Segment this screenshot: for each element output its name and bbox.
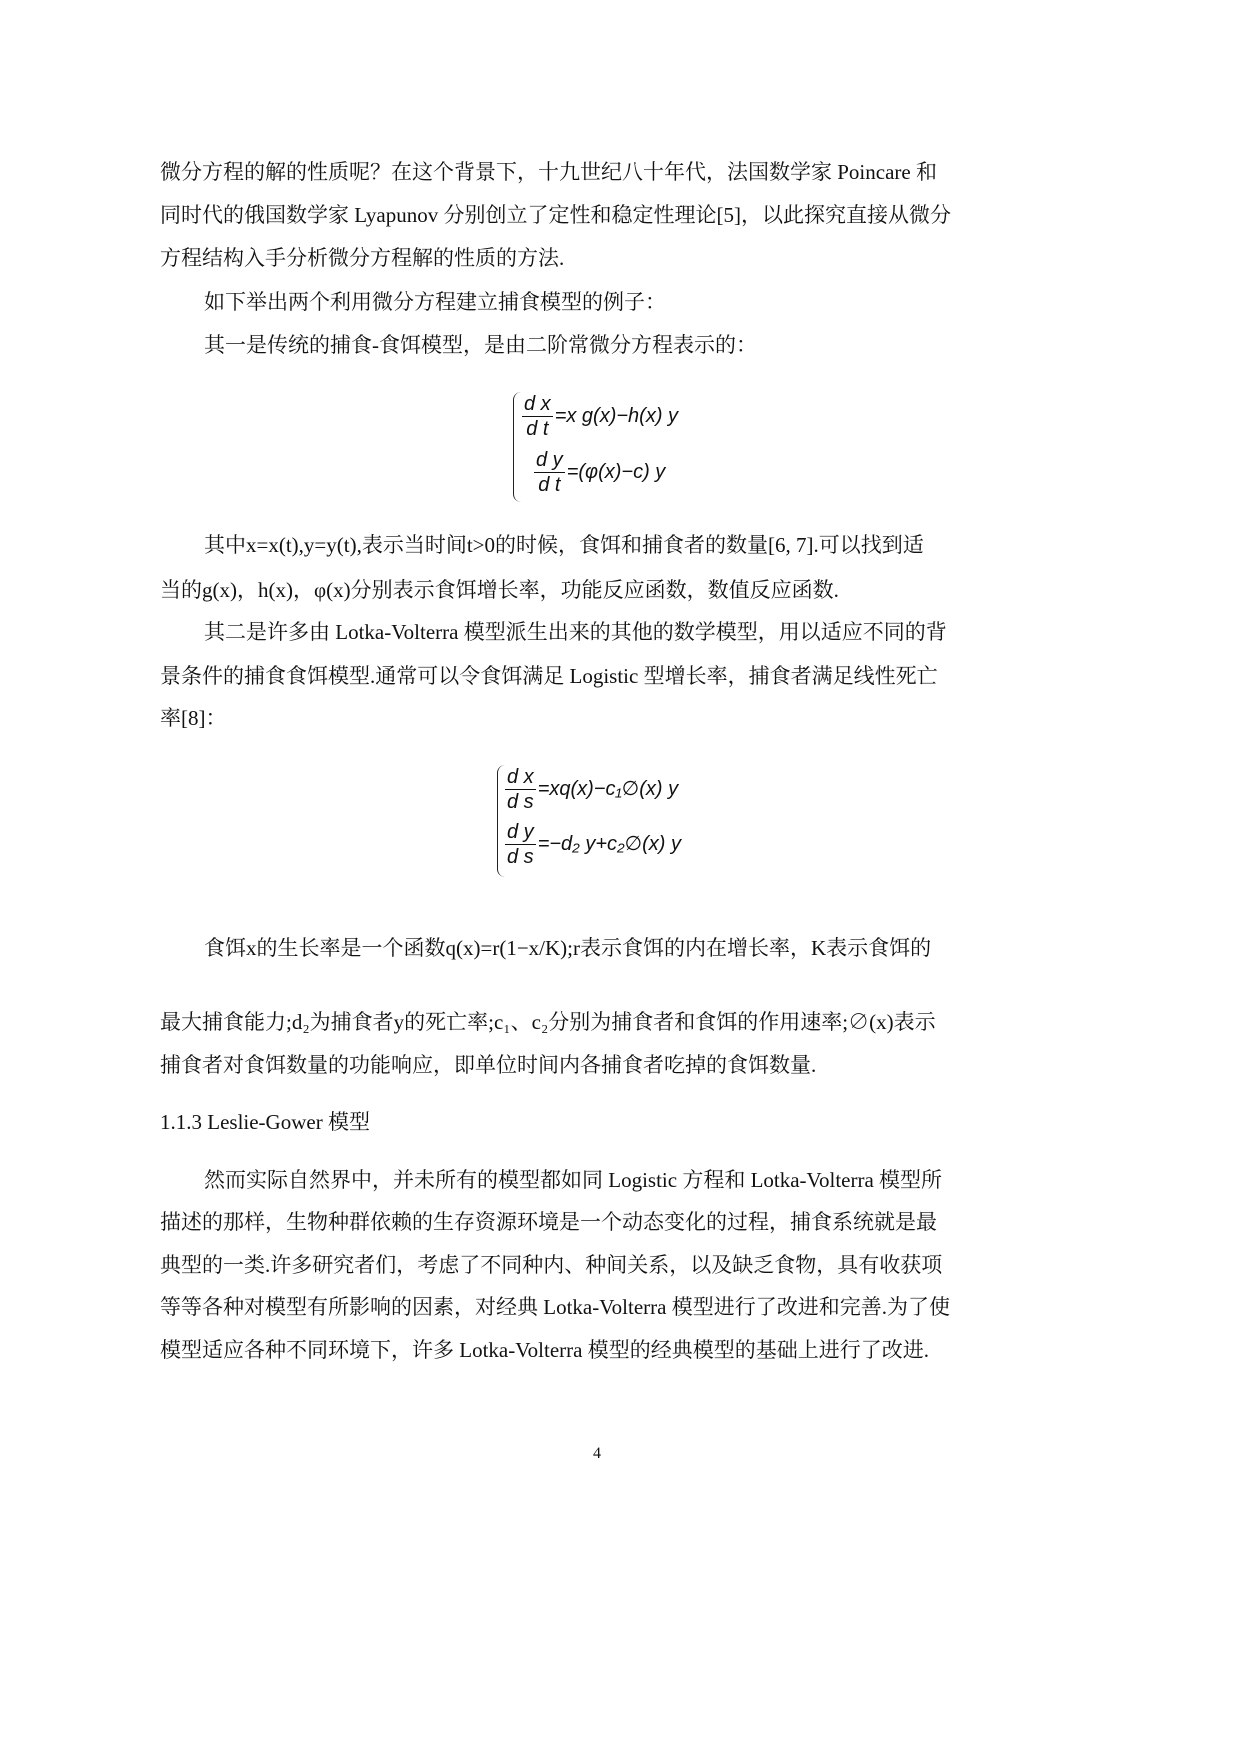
eq1-den: d t (526, 418, 549, 440)
para-line: 然而实际自然界中，并未所有的模型都如同 Logistic 方程和 Lotka-Volterra 模型所 (204, 1168, 943, 1192)
para-line: 如下举出两个利用微分方程建立捕食模型的例子： (204, 290, 666, 314)
section-heading: 1.1.3 Leslie-Gower 模型 (160, 1110, 370, 1134)
para-line: 同时代的俄国数学家 Lyapunov 分别创立了定性和稳定性理论[5]，以此探究直接从微分 (160, 203, 951, 227)
para-line: 典型的一类.许多研究者们，考虑了不同种内、种间关系，以及缺乏食物，具有收获项 (160, 1253, 943, 1277)
para-line: 模型适应各种不同环境下，许多 Lotka-Volterra 模型的经典模型的基础上进行了改进. (160, 1338, 929, 1362)
para-line: 最大捕食能力;d₂为捕食者y的死亡率;c₁、c₂分别为捕食者和食饵的作用速率;∅(x)表示 (160, 1010, 936, 1034)
para-line: 微分方程的解的性质呢？在这个背景下，十九世纪八十年代，法国数学家 Poincare 和 (160, 160, 937, 184)
eq2-den: d s (507, 846, 534, 868)
eq1-rhs: =x g(x)−h(x) y (554, 404, 679, 427)
para-line: 率[8]： (160, 706, 227, 730)
para-line: 其二是许多由 Lotka-Volterra 模型派生出来的其他的数学模型，用以适应不同的背 (204, 620, 947, 644)
para-line: 等等各种对模型有所影响的因素，对经典 Lotka-Volterra 模型进行了改进和完善.为了使 (160, 1295, 950, 1319)
eq2-num: d x (507, 766, 534, 788)
para-line: 景条件的捕食食饵模型.通常可以令食饵满足 Logistic 型增长率，捕食者满足线性死亡 (160, 664, 938, 688)
eq1-rhs: =(φ(x)−c) y (566, 460, 666, 483)
para-line: 其一是传统的捕食-食饵模型，是由二阶常微分方程表示的： (204, 333, 757, 357)
eq1-num: d x (524, 393, 551, 415)
eq2-num: d y (507, 821, 534, 843)
eq2-den: d s (507, 791, 534, 813)
eq1-num: d y (536, 449, 563, 471)
para-line: 方程结构入手分析微分方程解的性质的方法. (160, 246, 565, 270)
page-number: 4 (593, 1445, 601, 1462)
para-line: 当的g(x)，h(x)，φ(x)分别表示食饵增长率，功能反应函数，数值反应函数. (160, 578, 839, 602)
para-line: 捕食者对食饵数量的功能响应，即单位时间内各捕食者吃掉的食饵数量. (160, 1053, 817, 1077)
para-line: 其中x=x(t),y=y(t),表示当时间t>0的时候，食饵和捕食者的数量[6, 7].可以找到适 (204, 533, 924, 557)
para-line: 食饵x的生长率是一个函数q(x)=r(1−x/K);r表示食饵的内在增长率，K表示食饵的 (204, 936, 932, 960)
eq1-den: d t (538, 474, 561, 496)
eq2-rhs: =xq(x)−c₁∅(x) y (537, 777, 679, 800)
para-line: 描述的那样，生物种群依赖的生存资源环境是一个动态变化的过程，捕食系统就是最 (160, 1210, 937, 1234)
eq2-rhs: =−d₂ y+c₂∅(x) y (537, 832, 681, 855)
